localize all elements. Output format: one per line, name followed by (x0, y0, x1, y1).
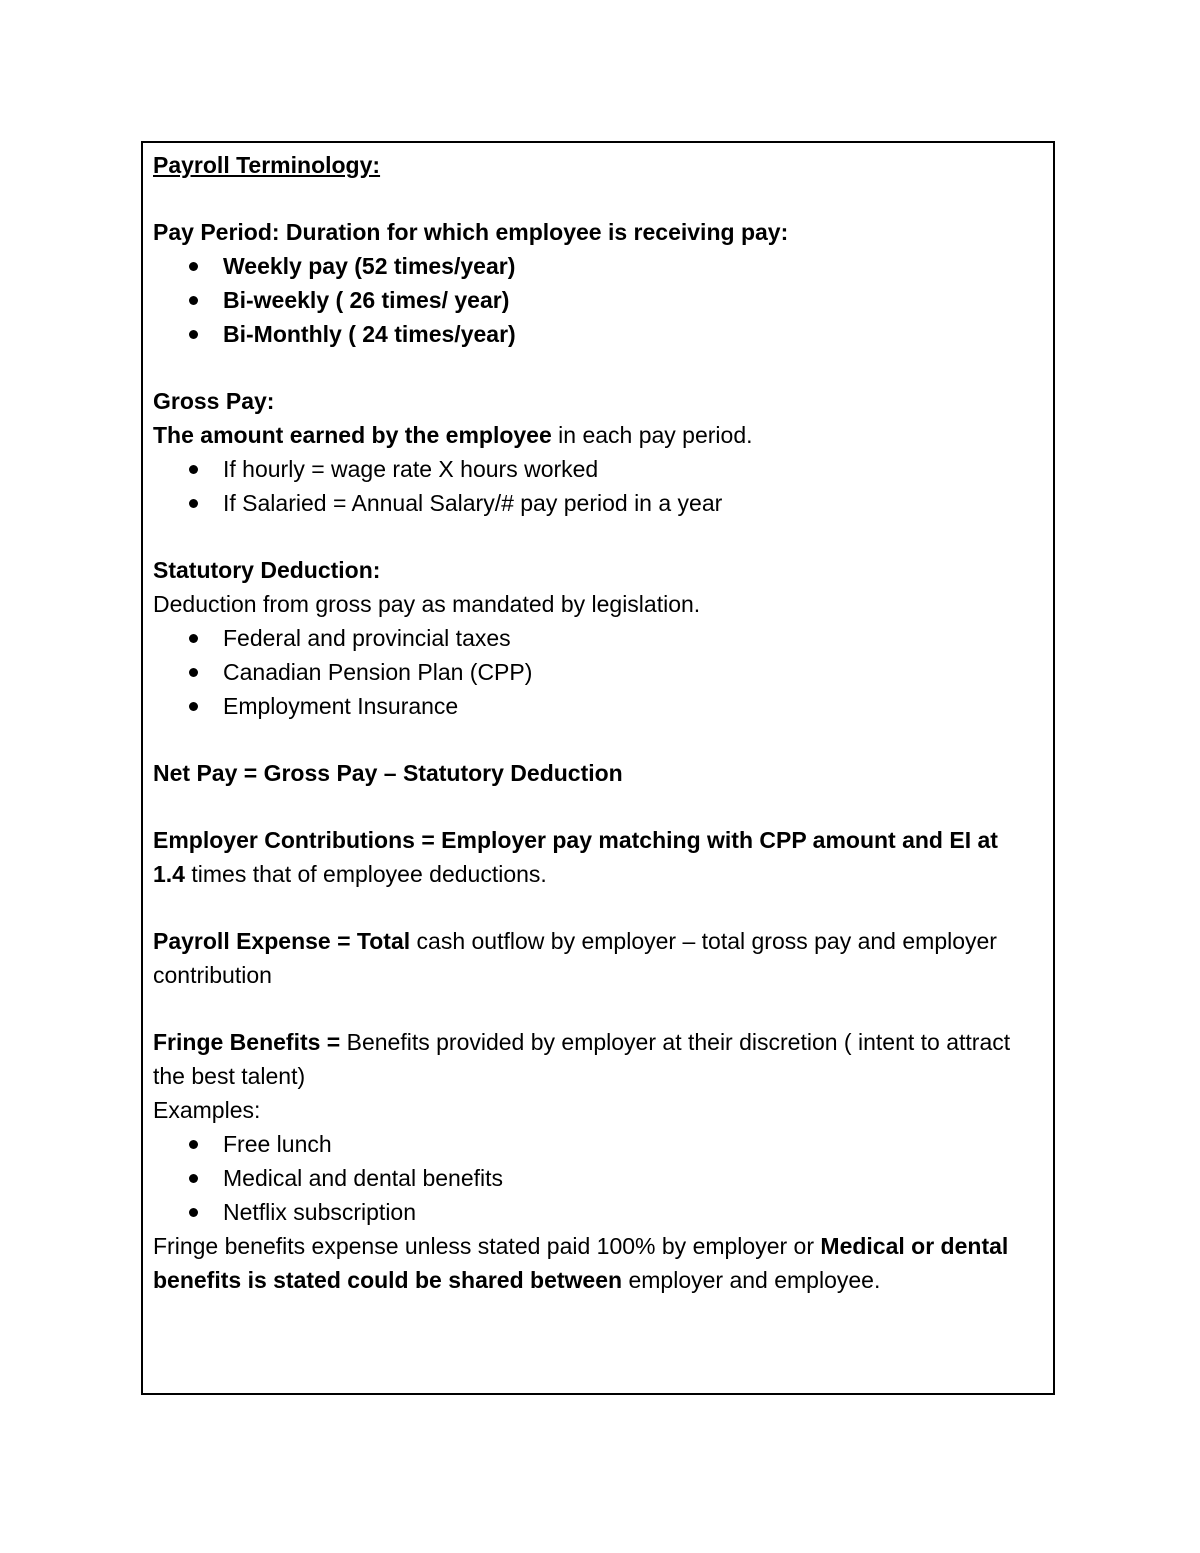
list-item: If Salaried = Annual Salary/# pay period in a year (153, 486, 1031, 520)
content-box (141, 141, 1055, 1395)
bullet-icon (189, 262, 198, 271)
bullet-icon (189, 634, 198, 643)
fringe-note: Fringe benefits expense unless stated paid 100% by employer or Medical or dental benefits is stated could be shared between employer and employee. (153, 1233, 1009, 1293)
fringe-benefits: Fringe Benefits = Benefits provided by employer at their discretion ( intent to attract the best talent) (153, 1029, 1011, 1089)
gross-pay-definition: The amount earned by the employee in each pay period. (153, 422, 753, 448)
employer-contributions: Employer Contributions = Employer pay matching with CPP amount and EI at 1.4 times that of employee deductions. (153, 827, 998, 887)
spacer (153, 790, 1031, 823)
gross-pay-heading: Gross Pay: (153, 388, 275, 414)
examples-label: Examples: (153, 1097, 261, 1123)
list-item: Federal and provincial taxes (153, 621, 1031, 655)
list-item: Medical and dental benefits (153, 1161, 1031, 1195)
payroll-expense: Payroll Expense = Total cash outflow by employer – total gross pay and employer contribution (153, 928, 997, 988)
statutory-definition: Deduction from gross pay as mandated by legislation. (153, 591, 701, 617)
statutory-list (153, 621, 1031, 723)
bullet-icon (189, 330, 198, 339)
list-item: Netflix subscription (153, 1195, 1031, 1229)
net-pay-formula: Net Pay = Gross Pay – Statutory Deduction (153, 760, 623, 786)
bullet-icon (189, 702, 198, 711)
bullet-icon (189, 499, 198, 508)
bullet-icon (189, 1174, 198, 1183)
spacer (153, 891, 1031, 924)
bullet-icon (189, 465, 198, 474)
statutory-heading: Statutory Deduction: (153, 557, 381, 583)
spacer (153, 992, 1031, 1025)
fringe-examples-list (153, 1127, 1031, 1229)
list-item: Bi-weekly ( 26 times/ year) (153, 283, 1031, 317)
pay-period-list (153, 249, 1031, 351)
page-title: Payroll Terminology: (153, 152, 381, 178)
bullet-icon (189, 1208, 198, 1217)
bullet-icon (189, 1140, 198, 1149)
spacer (153, 182, 1031, 215)
list-item: Bi-Monthly ( 24 times/year) (153, 317, 1031, 351)
pay-period-heading: Pay Period: Duration for which employee is receiving pay: (153, 219, 789, 245)
spacer (153, 723, 1031, 756)
document-body (153, 148, 1031, 1297)
list-item: If hourly = wage rate X hours worked (153, 452, 1031, 486)
list-item: Canadian Pension Plan (CPP) (153, 655, 1031, 689)
spacer (153, 351, 1031, 384)
bullet-icon (189, 668, 198, 677)
list-item: Free lunch (153, 1127, 1031, 1161)
list-item: Employment Insurance (153, 689, 1031, 723)
spacer (153, 520, 1031, 553)
list-item: Weekly pay (52 times/year) (153, 249, 1031, 283)
bullet-icon (189, 296, 198, 305)
gross-pay-list (153, 452, 1031, 520)
